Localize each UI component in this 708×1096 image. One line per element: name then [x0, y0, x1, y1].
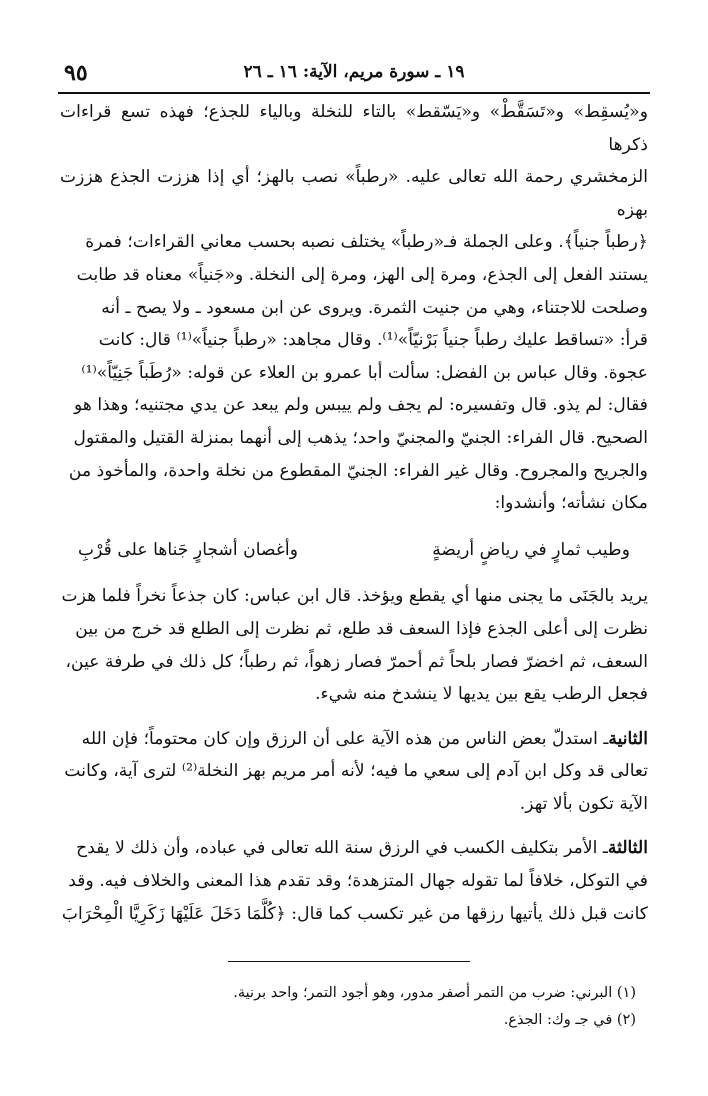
text-line: عجوة. وقال عباس بن الفضل: سألت أبا عمرو بن العلاء عن قوله: «رُطَباً جَنِيّاً»⁽¹⁾: [81, 362, 648, 383]
page-number: ٩٥: [64, 60, 88, 86]
poem-verse: [60, 520, 648, 581]
text-line: تعالى قد وكل ابن آدم إلى سعي ما فيه؛ لأنه أمر مريم بهز النخلة⁽²⁾ لترى آية، وكانت: [64, 761, 648, 782]
text-line: وصلحت للاجتناء، وهي من جنيت الثمرة. ويروى عن ابن مسعود ـ ولا يصح ـ أنه: [101, 297, 648, 318]
footnote: (١) البرني: ضرب من التمر أصفر مدور، وهو أجود التمر؛ واحد برنية.: [233, 985, 636, 1001]
text-line: السعف، ثم اخضرّ فصار بلحاً ثم أحمرّ فصار زهواً، ثم رطباً؛ كل ذلك في طرفة عين،: [65, 651, 648, 672]
text-line: يريد بالجَنَى ما يجنى منها أي يقطع ويؤخذ. قال ابن عباس: كان جذعاً نخراً فلما هزت: [61, 586, 648, 607]
main-text: [60, 96, 648, 930]
section-first-line: [60, 723, 648, 756]
text-line: ـ استدلّ بعض الناس من هذه الآية على أن الرزق وإن كان محتوماً؛ فإن الله: [81, 728, 609, 749]
text-line: فجعل الرطب يقع بين يديها لا ينشدخ منه شيء.: [315, 684, 648, 705]
text-line: فقال: لم يذو. قال وتفسيره: لم يجف ولم ييبس ولم يبعد عن يدي مجتنيه؛ وهذا هو: [73, 395, 648, 416]
text-line: مكان نشأته؛ وأنشدوا:: [494, 493, 648, 514]
section-first-line: [60, 832, 648, 865]
footnotes: [120, 980, 636, 1034]
text-line: الصحيح. قال الفراء: الجنيّ والمجنيّ واحد؛ يذهب إلى أنهما بمنزلة القتيل والمقتول: [73, 427, 648, 448]
poem-left-hemistich: وأغصان أشجارٍ جَناها على قُرْبِ: [78, 539, 298, 560]
text-line: في التوكل، خلافاً لما تقوله جهال المتزهدة؛ وقد تقدم هذا المعنى والخلاف فيه. وقد: [68, 871, 648, 892]
page-header: [58, 58, 650, 94]
text-line: ﴿رطباً جنياً﴾. وعلى الجملة فـ«رطباً» يختلف نصبه بحسب معاني القراءات؛ فمرة: [85, 232, 648, 253]
text-line: قرأ: «تساقط عليك رطباً جنياً بَرْنيّاً»⁽¹⁾. وقال مجاهد: «رطباً جنياً»⁽¹⁾ قال: كانت: [98, 330, 648, 351]
running-head: ١٩ ـ سورة مريم، الآية: ١٦ ـ ٢٦: [243, 62, 465, 82]
text-line: نظرت إلى أعلى الجذع فإذا السعف قد طلع، ثم نظرت إلى الطلع قد خرج من بين: [75, 618, 648, 639]
text-line: كانت قبل ذلك يأتيها رزقها من غير تكسب كما قال: ﴿كُلَّمَا دَخَلَ عَلَيْهَا زَكَرِيَّا الْمِحْرَابَ: [61, 903, 648, 924]
footnote: (٢) في جـ وك: الجذع.: [503, 1012, 636, 1028]
section-heading: الثالثة: [607, 838, 648, 859]
text-line: يستند الفعل إلى الجذع، ومرة إلى الهز، ومرة إلى النخلة. و«جَنياً» معناه قد طابت: [76, 264, 648, 285]
text-line: الزمخشري رحمة الله تعالى عليه. «رطباً» نصب بالهز؛ أي إذا هززت الجذع هززت بهزه: [60, 167, 648, 220]
section-heading: الثانية: [608, 728, 648, 749]
text-line: والجريح والمجروح. وقال غير الفراء: الجنيّ المقطوع من نخلة واحدة، والمأخوذ من: [68, 460, 648, 481]
text-line: الآية تكون بألا تهز.: [519, 793, 648, 814]
text-line: و«يُسقِط» و«تَسَقَّطْ» و«يَسّقط» بالتاء للنخلة وبالياء للجذع؛ فهذه تسع قراءات ذكرها: [60, 102, 648, 155]
footnote-separator: [228, 961, 470, 962]
text-line: ـ الأمر بتكليف الكسب في الرزق سنة الله تعالى في عباده، وأن ذلك لا يقدح: [76, 838, 608, 859]
poem-right-hemistich: وطيب ثمارٍ في رياضٍ أريضةٍ: [432, 539, 630, 560]
